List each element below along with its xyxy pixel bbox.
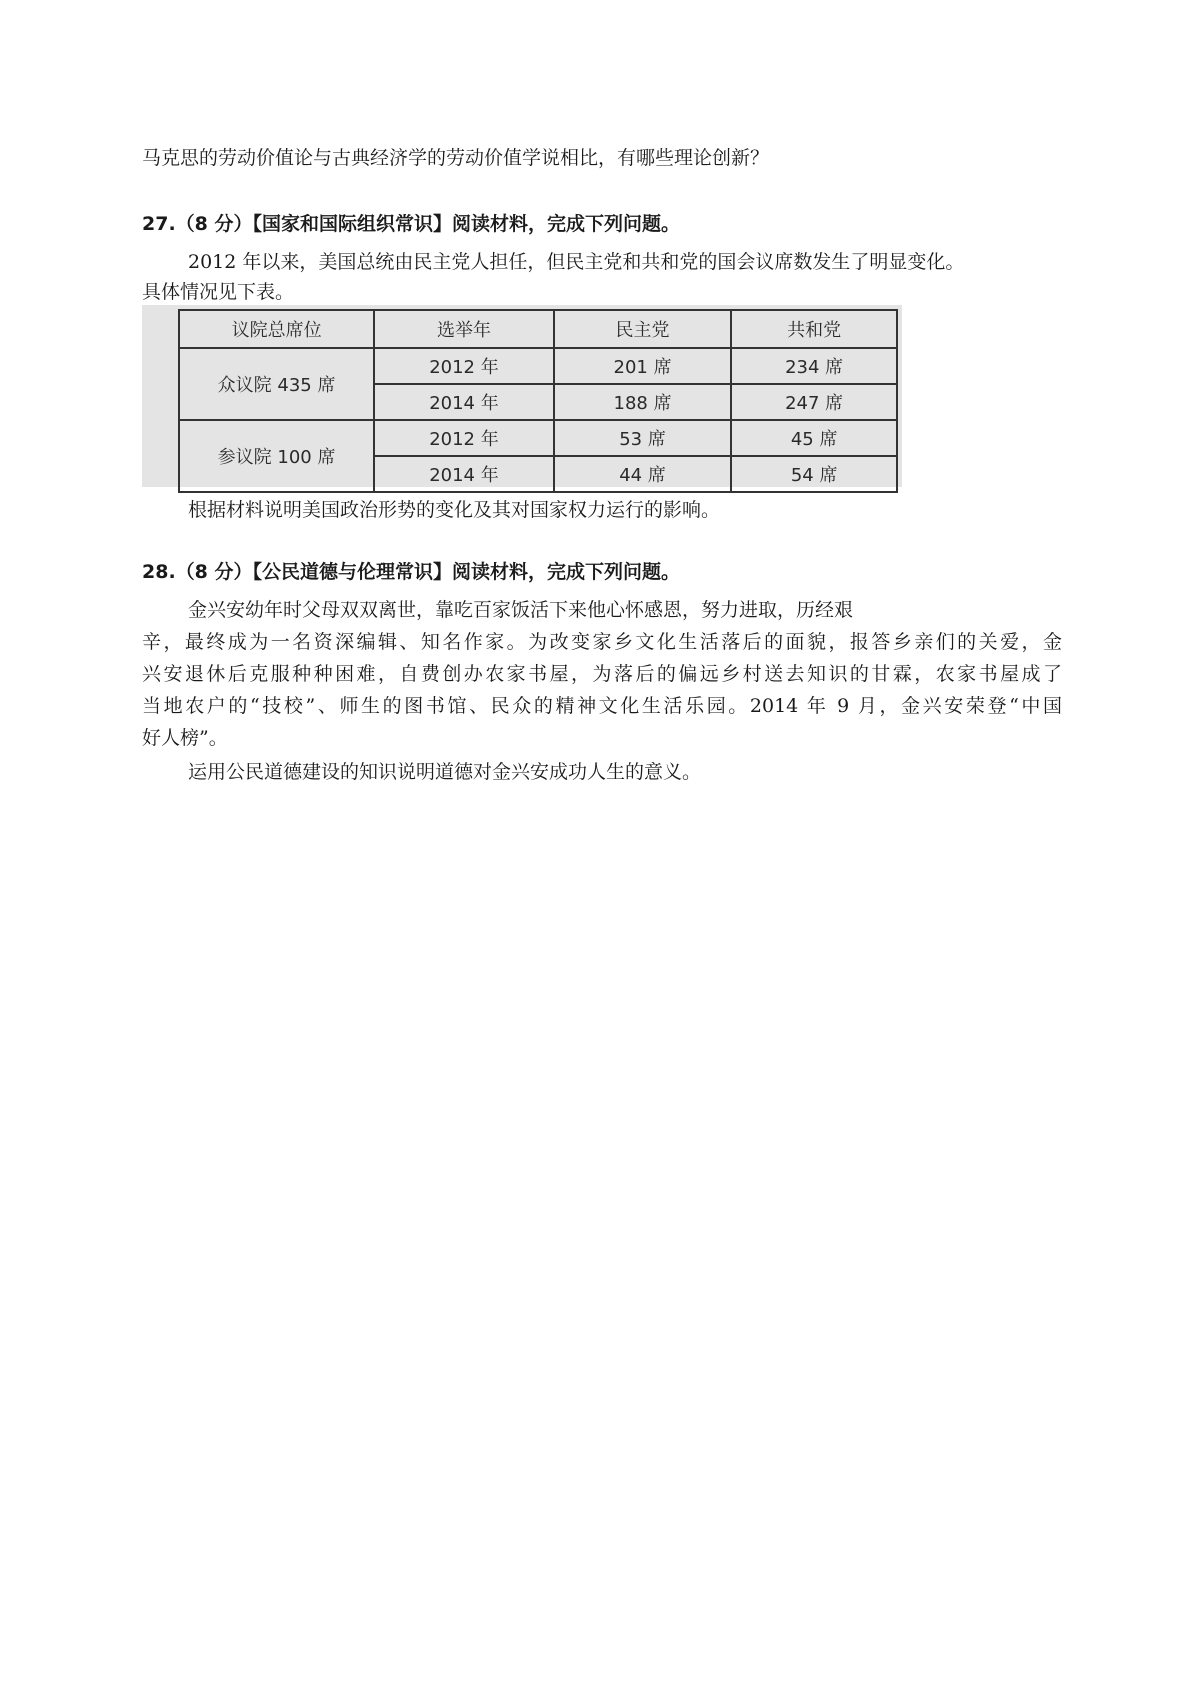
q28-paragraph-line-1: 金兴安幼年时父母双双离世，靠吃百家饭活下来他心怀感恩，努力进取，历经艰 xyxy=(188,599,854,621)
q27-paragraph-line-2: 具体情况见下表。 xyxy=(142,281,295,303)
header-chamber: 议院总席位 xyxy=(179,310,374,348)
democrat-seats: 44 席 xyxy=(554,456,731,492)
seat-table xyxy=(178,309,898,493)
table-header-row xyxy=(179,310,897,348)
year-cell: 2012 年 xyxy=(374,348,554,384)
q27-heading: 27.（8 分）【国家和国际组织常识】阅读材料，完成下列问题。 xyxy=(142,213,680,235)
republican-seats: 234 席 xyxy=(731,348,897,384)
q26-question-tail: 马克思的劳动价值论与古典经济学的劳动价值学说相比，有哪些理论创新？ xyxy=(142,147,770,169)
year-cell: 2014 年 xyxy=(374,384,554,420)
year-cell: 2014 年 xyxy=(374,456,554,492)
democrat-seats: 53 席 xyxy=(554,420,731,456)
q28-paragraph-line-5: 好人榜”。 xyxy=(142,727,228,749)
seat-table-scan xyxy=(142,305,902,487)
q28-paragraph-line-2: 辛，最终成为一名资深编辑、知名作家。为改变家乡文化生活落后的面貌，报答乡亲们的关爱，金 xyxy=(142,631,1062,653)
q28-heading: 28.（8 分）【公民道德与伦理常识】阅读材料，完成下列问题。 xyxy=(142,561,680,583)
table-row xyxy=(179,348,897,384)
democrat-seats: 188 席 xyxy=(554,384,731,420)
q28-question: 运用公民道德建设的知识说明道德对金兴安成功人生的意义。 xyxy=(188,761,702,783)
chamber-house: 众议院 435 席 xyxy=(179,348,374,420)
header-year: 选举年 xyxy=(374,310,554,348)
q28-paragraph-line-4: 当地农户的“技校”、师生的图书馆、民众的精神文化生活乐园。2014 年 9 月，金兴安荣登“中国 xyxy=(142,695,1062,717)
year-cell: 2012 年 xyxy=(374,420,554,456)
header-republican: 共和党 xyxy=(731,310,897,348)
q27-question: 根据材料说明美国政治形势的变化及其对国家权力运行的影响。 xyxy=(188,499,721,521)
republican-seats: 54 席 xyxy=(731,456,897,492)
q27-paragraph-line-1: 2012 年以来，美国总统由民主党人担任，但民主党和共和党的国会议席数发生了明显变化。 xyxy=(188,251,965,273)
democrat-seats: 201 席 xyxy=(554,348,731,384)
republican-seats: 247 席 xyxy=(731,384,897,420)
q28-paragraph-line-3: 兴安退休后克服种种困难，自费创办农家书屋，为落后的偏远乡村送去知识的甘霖，农家书屋成了 xyxy=(142,663,1062,685)
republican-seats: 45 席 xyxy=(731,420,897,456)
chamber-senate: 参议院 100 席 xyxy=(179,420,374,492)
table-row xyxy=(179,420,897,456)
header-democrat: 民主党 xyxy=(554,310,731,348)
